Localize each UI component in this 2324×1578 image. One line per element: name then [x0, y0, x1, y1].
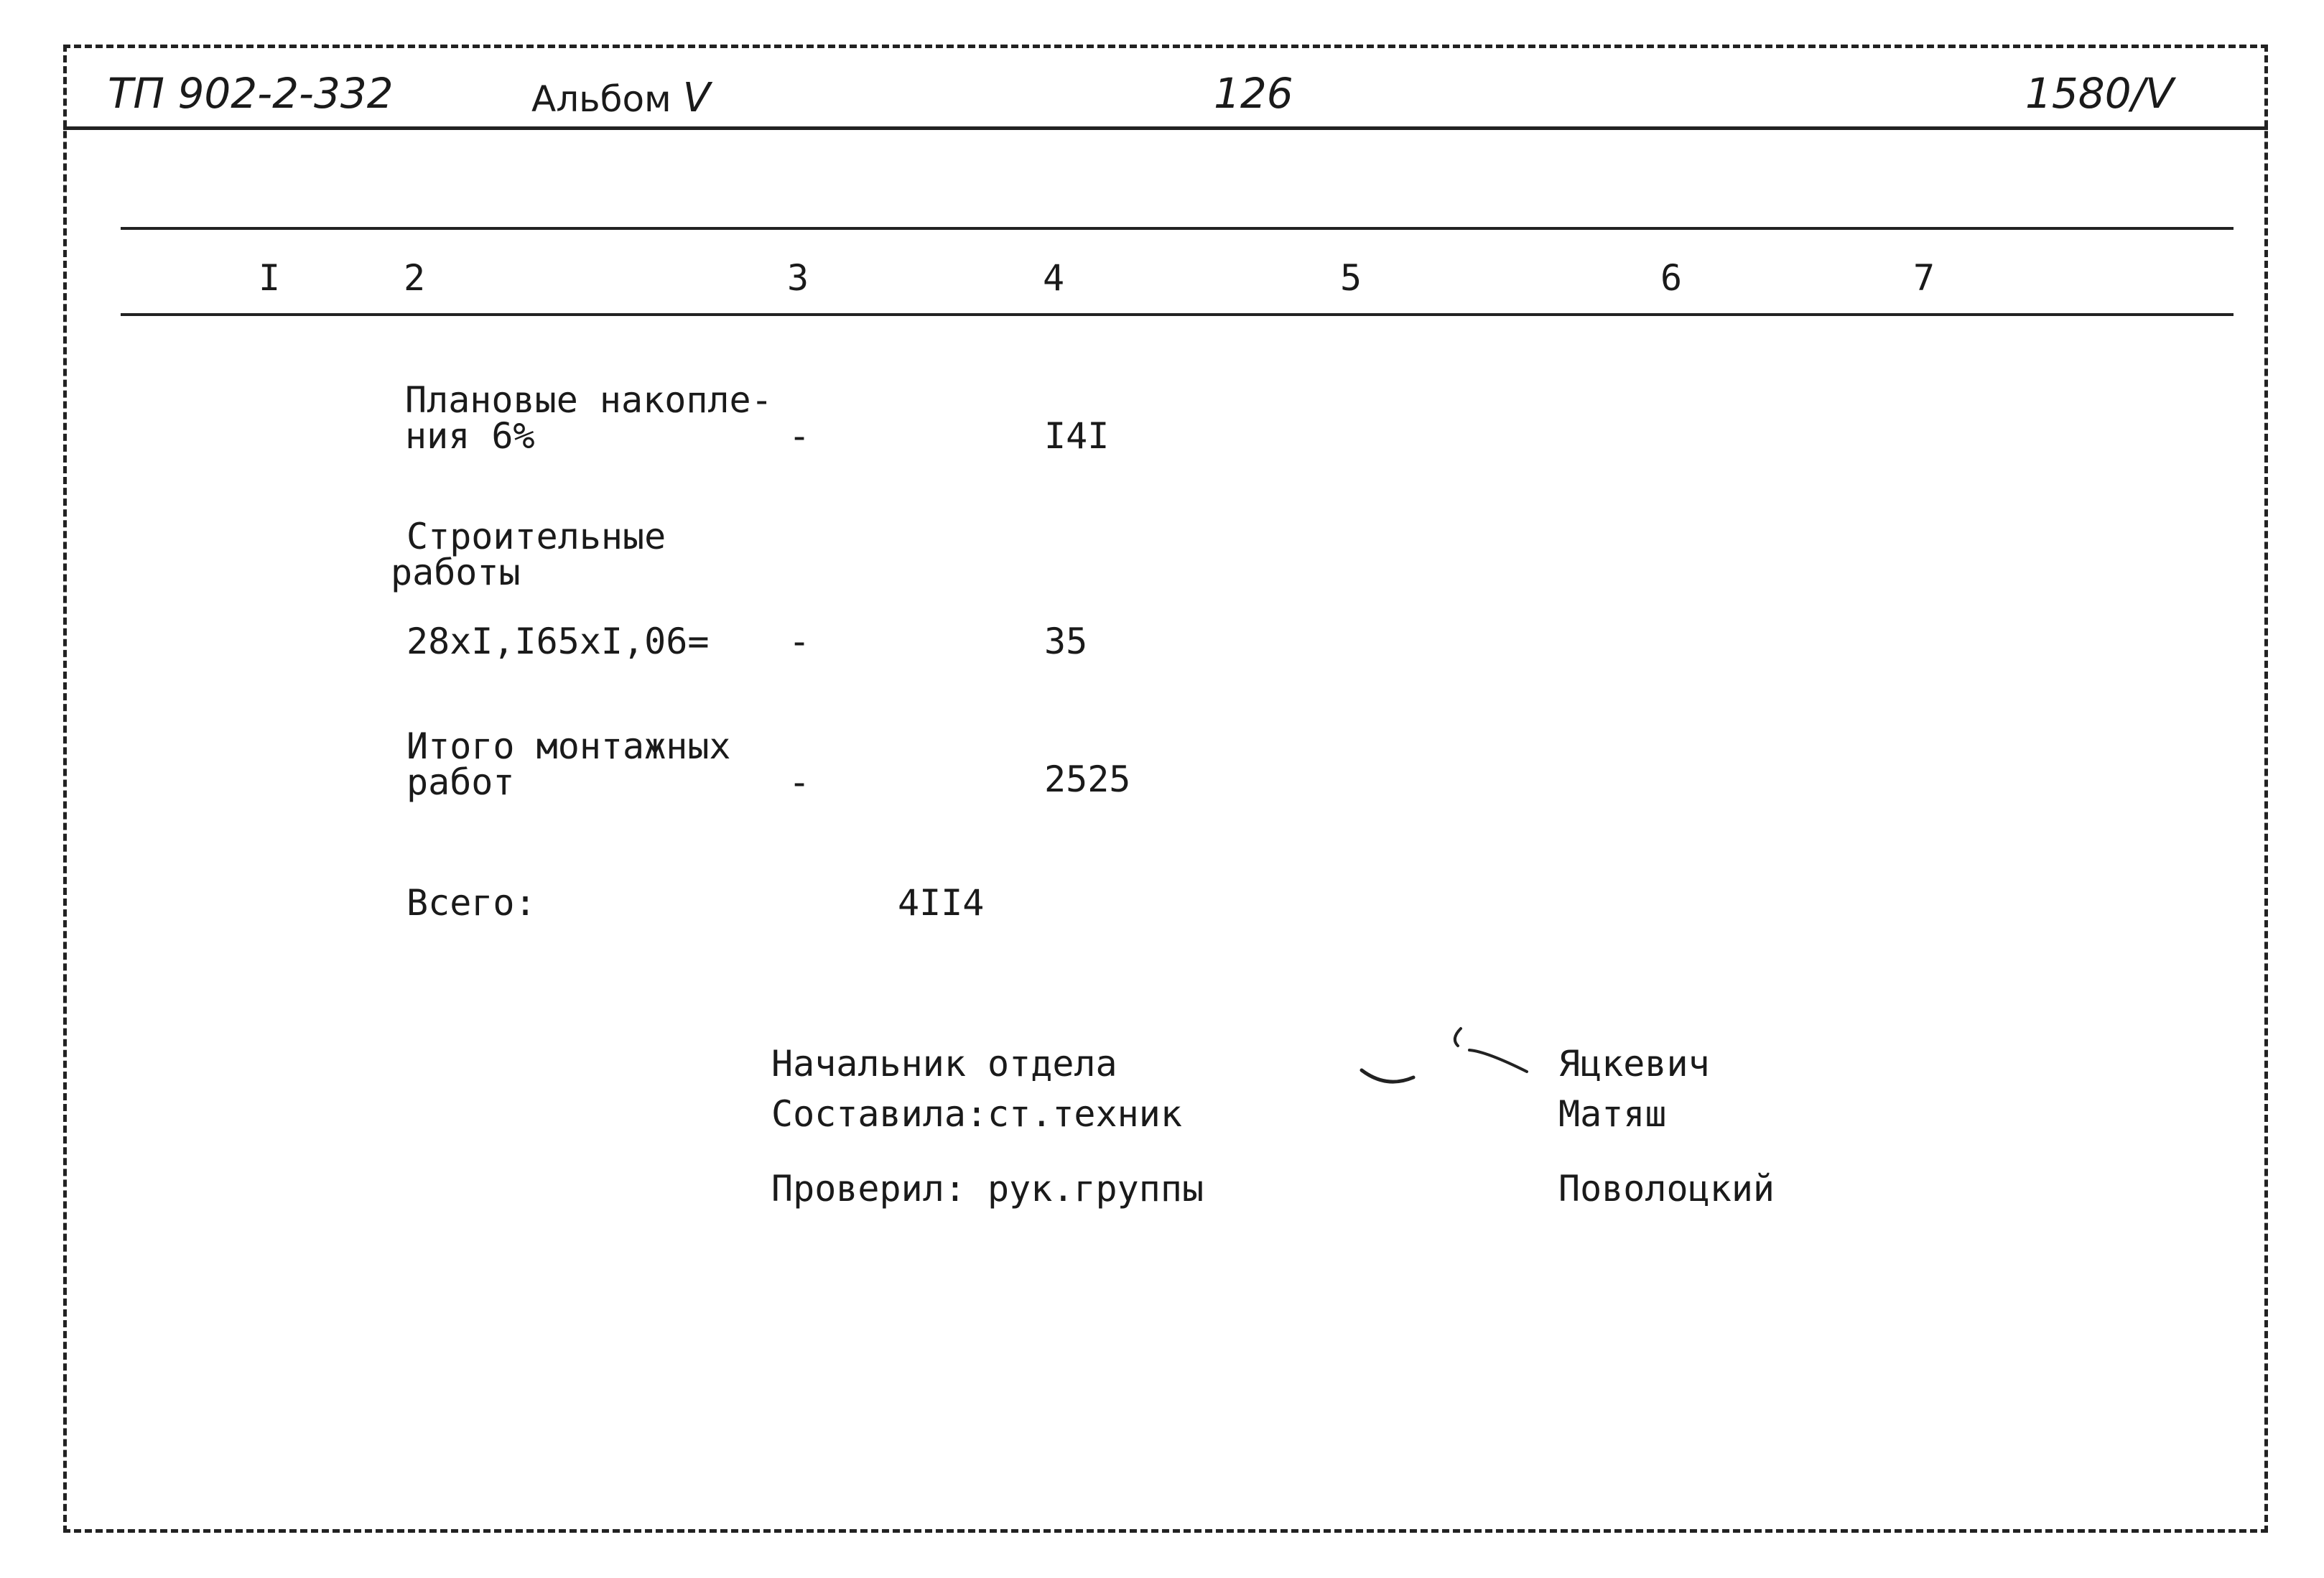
- row-construction-line1: Строительные: [406, 516, 666, 557]
- column-number-1: I: [259, 257, 281, 299]
- row-installation-total-col3: -: [789, 761, 811, 803]
- album-number: V: [682, 75, 710, 121]
- table-header-rule: [121, 313, 2234, 316]
- column-number-6: 6: [1660, 257, 1683, 299]
- row-planned-savings-col3: -: [789, 415, 811, 457]
- row-planned-savings-col4: I4I: [1044, 415, 1110, 457]
- row-grand-total-label: Всего:: [406, 882, 536, 924]
- column-number-4: 4: [1043, 257, 1065, 299]
- column-number-3: 3: [787, 257, 809, 299]
- document-code: ТП 902-2-332: [108, 69, 394, 118]
- row-installation-total-line2: работ: [406, 761, 515, 803]
- row-construction-line2: работы: [391, 552, 521, 593]
- header-divider: [63, 126, 2268, 130]
- signature-name-compiler: Матяш: [1558, 1093, 1667, 1135]
- signature-name-checker: Поволоцкий: [1558, 1168, 1775, 1210]
- row-formula-col4: 35: [1044, 621, 1088, 662]
- column-number-7: 7: [1913, 257, 1935, 299]
- column-number-5: 5: [1340, 257, 1362, 299]
- signature-name-head: Яцкевич: [1558, 1043, 1710, 1085]
- row-formula: 28хI,I65хI,06=: [406, 621, 710, 662]
- signature-role-compiler: Составила:ст.техник: [771, 1093, 1182, 1135]
- page-frame: [63, 45, 2268, 1533]
- row-grand-total-value: 4II4: [898, 882, 985, 924]
- album-label: [531, 75, 710, 121]
- row-installation-total-line1: Итого монтажных: [406, 725, 731, 767]
- handwritten-signature-mark: [1357, 1020, 1544, 1099]
- album-prefix: Альбом: [531, 78, 671, 120]
- page-number: 126: [1214, 69, 1293, 118]
- row-planned-savings-line1: Плановые накопле-: [405, 379, 773, 421]
- row-formula-col3: -: [789, 621, 811, 662]
- table-top-rule: [121, 227, 2234, 230]
- row-planned-savings-line2: ния 6%: [405, 415, 535, 457]
- sheet-code: 1580/V: [2025, 69, 2174, 118]
- signature-role-head: Начальник отдела: [771, 1043, 1117, 1085]
- column-number-2: 2: [404, 257, 426, 299]
- signature-role-checker: Проверил: рук.группы: [771, 1168, 1204, 1210]
- row-installation-total-col4: 2525: [1044, 758, 1131, 800]
